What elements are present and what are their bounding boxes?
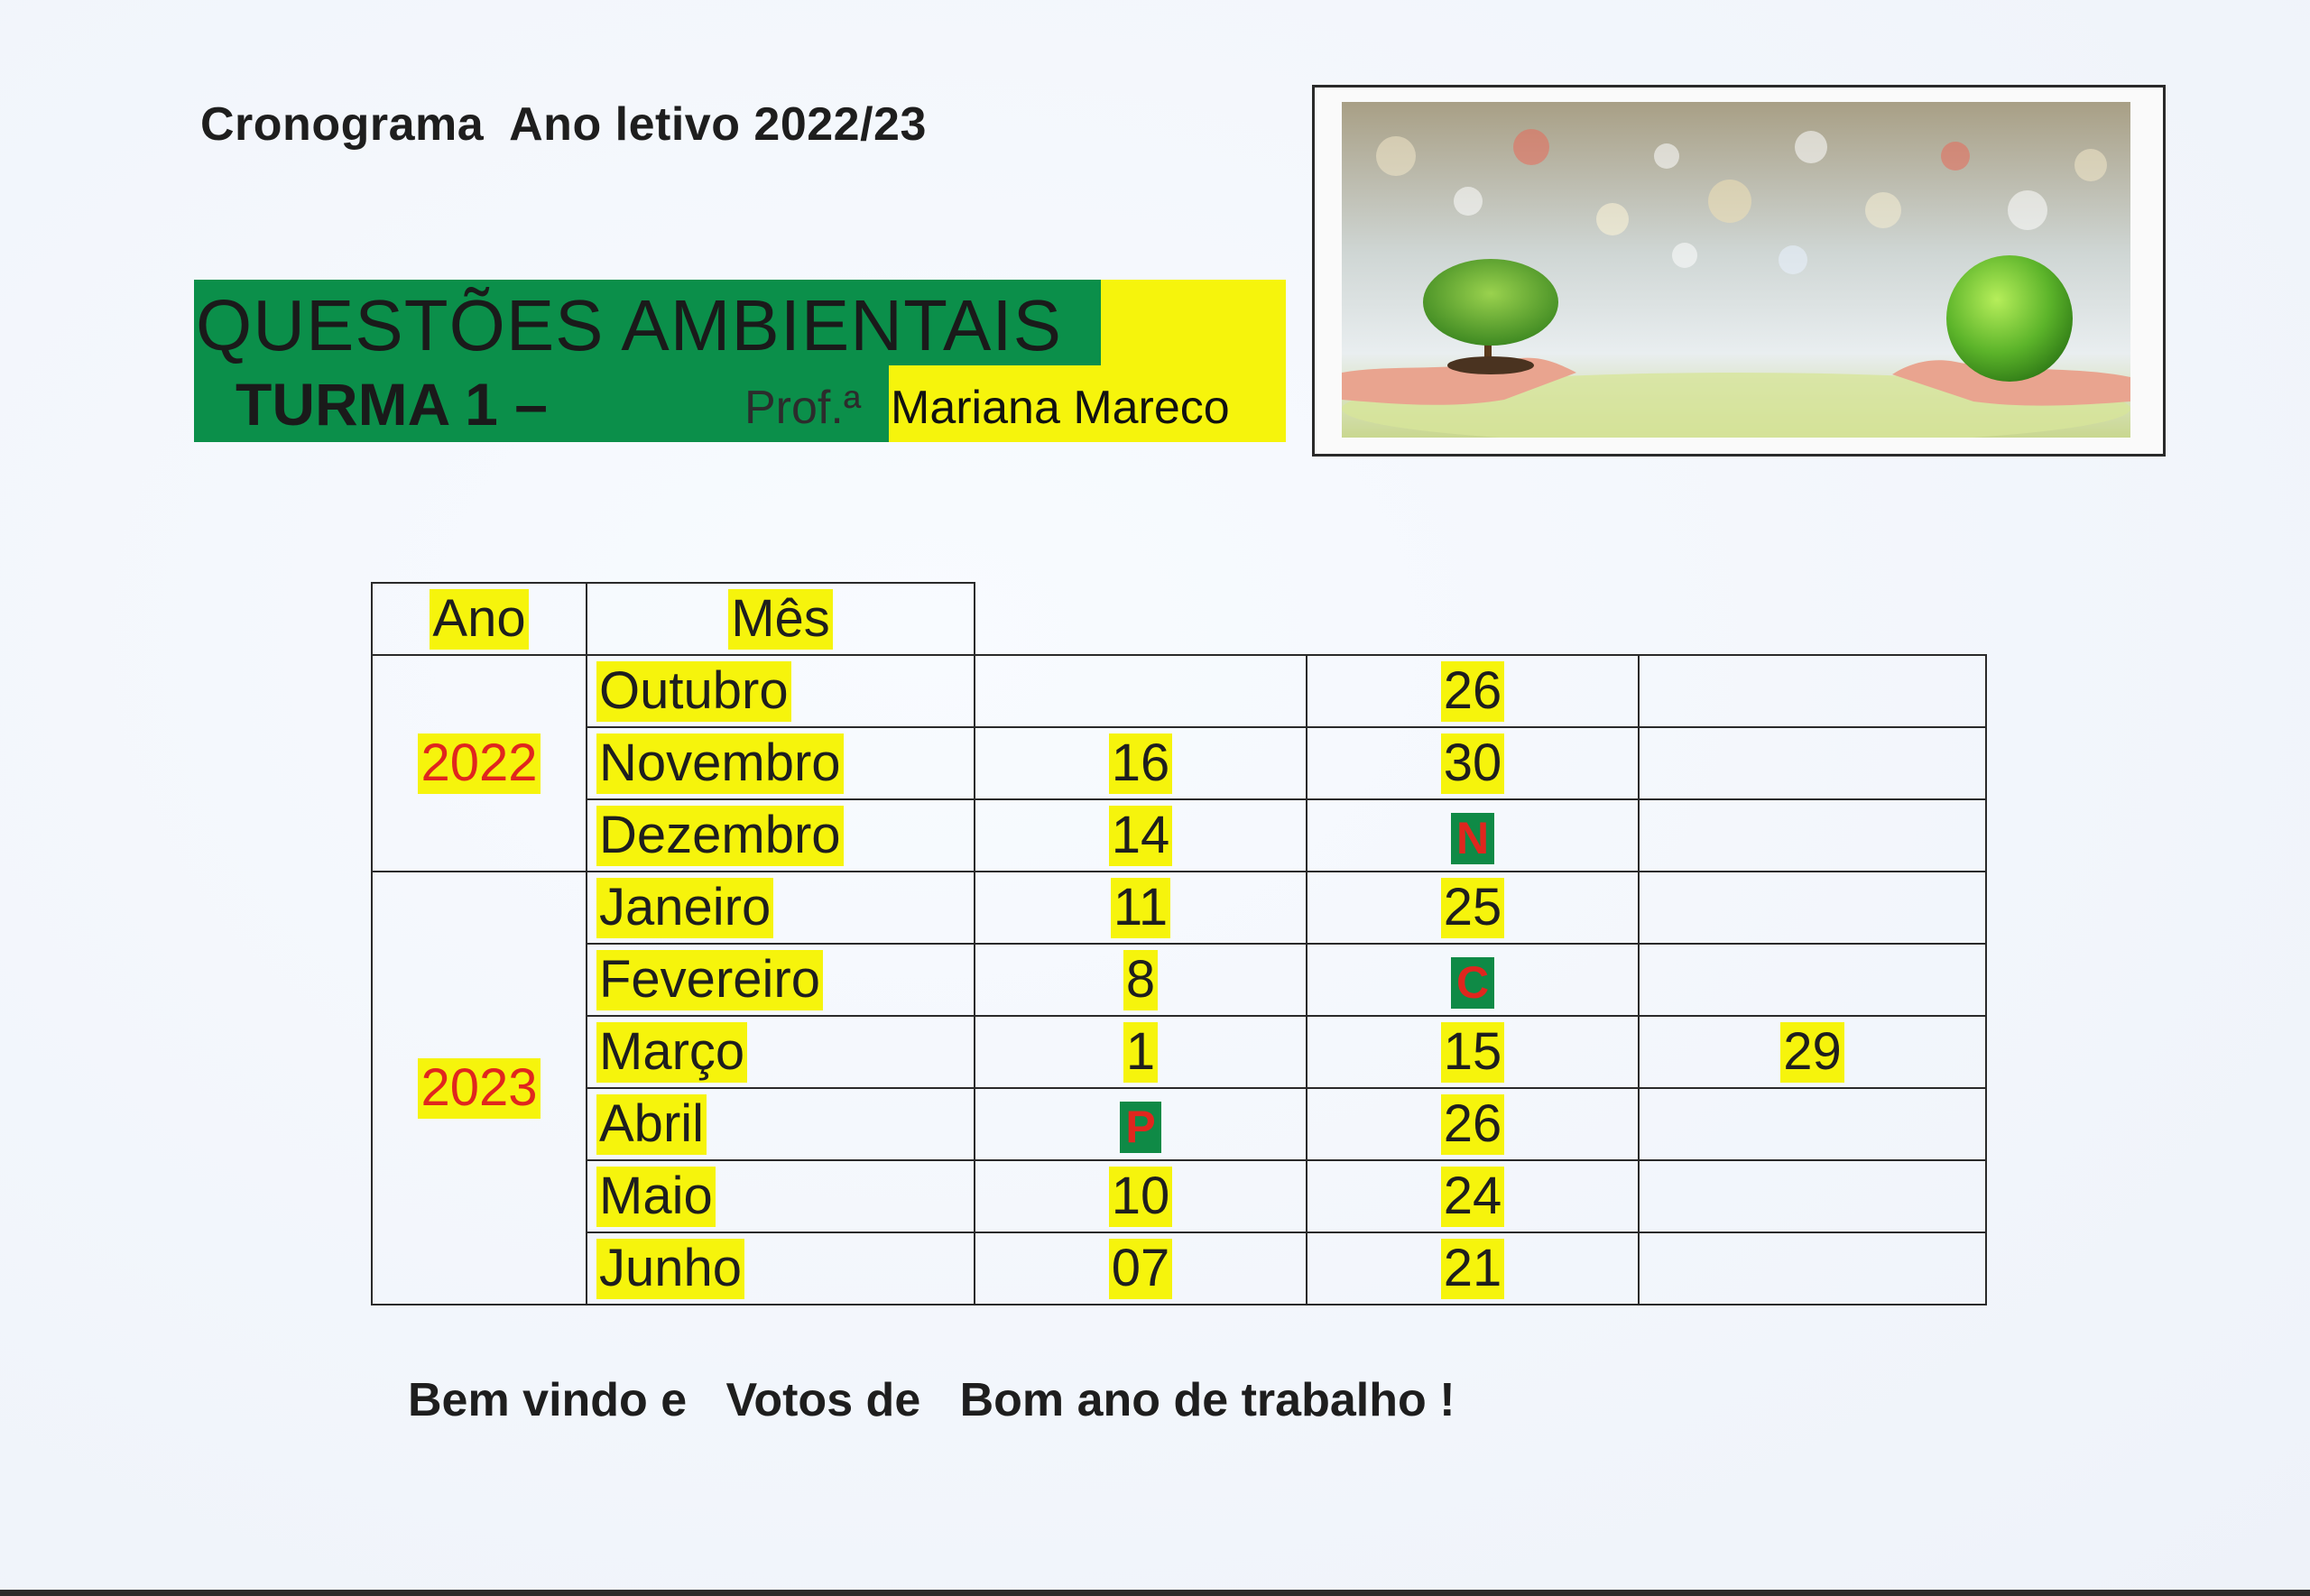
month-cell [587, 1232, 975, 1305]
table-row [372, 727, 1986, 799]
date-cell [975, 1088, 1307, 1160]
date-cell [1307, 655, 1639, 727]
date-cell [975, 655, 1307, 727]
month-label: Fevereiro [596, 950, 823, 1010]
session-date: 16 [1109, 733, 1173, 794]
month-cell [587, 799, 975, 872]
table-row [372, 1016, 1986, 1088]
holiday-marker: P [1120, 1102, 1160, 1154]
session-date: 1 [1123, 1022, 1158, 1083]
date-cell [975, 1160, 1307, 1232]
month-cell [587, 1160, 975, 1232]
session-date: 25 [1441, 878, 1505, 938]
date-cell [1307, 799, 1639, 872]
professor-label: Prof.ª [744, 382, 862, 434]
session-date: 11 [1111, 878, 1170, 938]
month-label: Maio [596, 1167, 716, 1227]
date-cell [1307, 872, 1639, 944]
schedule-body [372, 655, 1986, 1305]
date-cell [1307, 1232, 1639, 1305]
document-title: Cronograma Ano letivo 2022/23 [200, 98, 927, 151]
date-cell [1307, 1160, 1639, 1232]
month-cell [587, 727, 975, 799]
session-date: 26 [1441, 661, 1505, 722]
date-cell [1307, 1016, 1639, 1088]
date-cell [975, 1232, 1307, 1305]
month-label: Março [596, 1022, 747, 1083]
table-row [372, 1160, 1986, 1232]
table-row [372, 1232, 1986, 1305]
hands-holding-tree-and-globe-image [1342, 102, 2130, 438]
year-cell [372, 872, 587, 1305]
table-row [372, 944, 1986, 1016]
date-cell [975, 1016, 1307, 1088]
month-label: Abril [596, 1094, 707, 1155]
date-cell [1307, 727, 1639, 799]
holiday-marker: C [1451, 957, 1494, 1010]
month-label: Novembro [596, 733, 844, 794]
holiday-marker: N [1451, 813, 1494, 865]
footer-message: Bem vindo e Votos de Bom ano de trabalho ! [408, 1374, 1455, 1426]
date-cell [1639, 1016, 1986, 1088]
date-cell [975, 727, 1307, 799]
month-label: Janeiro [596, 878, 773, 938]
session-date: 26 [1441, 1094, 1505, 1155]
year-cell [372, 655, 587, 872]
scan-edge [0, 1590, 2310, 1596]
year-column-header: Ano [372, 583, 587, 655]
date-cell [1639, 1232, 1986, 1305]
date-cell [1639, 655, 1986, 727]
date-cell [1639, 944, 1986, 1016]
month-cell [587, 1016, 975, 1088]
session-date: 14 [1109, 806, 1173, 866]
month-cell [587, 655, 975, 727]
date-cell [975, 872, 1307, 944]
schedule-table [371, 582, 1987, 1305]
date-cell [1639, 1088, 1986, 1160]
date-cell [1639, 1160, 1986, 1232]
photo-illustration [1342, 102, 2130, 438]
session-date: 15 [1441, 1022, 1505, 1083]
session-date: 8 [1123, 950, 1158, 1010]
table-row [372, 655, 1986, 727]
teacher-name: Mariana Mareco [891, 382, 1230, 434]
subject-banner [194, 280, 1286, 442]
subject-heading: QUESTÕES AMBIENTAIS [196, 285, 1062, 365]
month-cell [587, 944, 975, 1016]
date-cell [1639, 727, 1986, 799]
session-date: 29 [1780, 1022, 1844, 1083]
table-row [372, 1088, 1986, 1160]
table-row [372, 872, 1986, 944]
class-label: TURMA 1 – [236, 371, 548, 438]
session-date: 07 [1109, 1239, 1173, 1299]
month-column-header: Mês [587, 583, 975, 655]
month-cell [587, 872, 975, 944]
nature-photo-frame [1312, 85, 2166, 457]
date-cell [1307, 1088, 1639, 1160]
session-date: 24 [1441, 1167, 1505, 1227]
year-label: 2023 [418, 1058, 540, 1119]
date-cell [1639, 872, 1986, 944]
month-label: Outubro [596, 661, 791, 722]
session-date: 30 [1441, 733, 1505, 794]
year-label: 2022 [418, 733, 540, 794]
date-cell [975, 944, 1307, 1016]
schedule-header-row [372, 583, 1986, 655]
session-date: 21 [1441, 1239, 1505, 1299]
month-cell [587, 1088, 975, 1160]
month-label: Dezembro [596, 806, 844, 866]
date-cell [1639, 799, 1986, 872]
header-spacer [975, 583, 1986, 655]
session-date: 10 [1109, 1167, 1173, 1227]
month-label: Junho [596, 1239, 744, 1299]
date-cell [975, 799, 1307, 872]
table-row [372, 799, 1986, 872]
date-cell [1307, 944, 1639, 1016]
